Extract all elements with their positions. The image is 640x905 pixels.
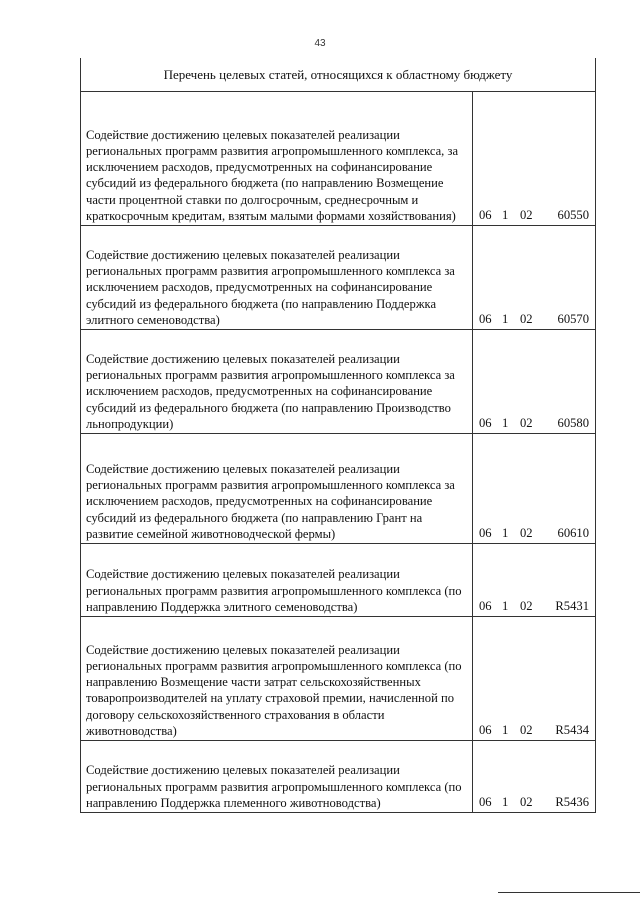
table-row — [80, 741, 596, 813]
row-code — [473, 226, 595, 329]
table-row — [80, 544, 596, 617]
code-subprogram: 1 — [502, 416, 509, 430]
row-description: Содействие достижению целевых показателей реализации региональных программ развития агропромышленного комплекса (по направлению Поддержка племенного животноводства) — [81, 741, 473, 812]
table-row — [80, 92, 596, 226]
code-main-event: 02 — [520, 208, 533, 222]
row-code — [473, 617, 595, 740]
code-program: 06 — [479, 723, 492, 737]
row-code — [473, 544, 595, 616]
code-direction: 60580 — [557, 416, 589, 430]
code-subprogram: 1 — [502, 723, 509, 737]
row-description: Содействие достижению целевых показателей реализации региональных программ развития агропромышленного комплекса за исключением расходов, предусмотренных на софинансирование субсидий из федерального бюджета (по направлению Грант на развитие семейной животноводческой фермы) — [81, 434, 473, 543]
code-main-event: 02 — [520, 312, 533, 326]
table-row — [80, 226, 596, 330]
code-direction: 60550 — [557, 208, 589, 222]
code-main-event: 02 — [520, 526, 533, 540]
code-direction: 60570 — [557, 312, 589, 326]
code-main-event: 02 — [520, 723, 533, 737]
code-program: 06 — [479, 208, 492, 222]
code-main-event: 02 — [520, 599, 533, 613]
row-code — [473, 330, 595, 433]
row-code — [473, 434, 595, 543]
footer-rule — [498, 892, 640, 893]
code-main-event: 02 — [520, 795, 533, 809]
code-subprogram: 1 — [502, 599, 509, 613]
table-row — [80, 434, 596, 544]
row-description: Содействие достижению целевых показателей реализации региональных программ развития агропромышленного комплекса за исключением расходов, предусмотренных на софинансирование субсидий из федерального бюджета (по направлению Производство льнопродукции) — [81, 330, 473, 433]
target-articles-table — [80, 58, 596, 813]
code-direction: R5431 — [555, 599, 589, 613]
code-program: 06 — [479, 526, 492, 540]
row-code — [473, 92, 595, 225]
code-subprogram: 1 — [502, 795, 509, 809]
table-row — [80, 330, 596, 434]
code-main-event: 02 — [520, 416, 533, 430]
code-direction: R5434 — [555, 723, 589, 737]
code-subprogram: 1 — [502, 312, 509, 326]
code-direction: 60610 — [557, 526, 589, 540]
code-program: 06 — [479, 795, 492, 809]
code-subprogram: 1 — [502, 526, 509, 540]
code-program: 06 — [479, 599, 492, 613]
row-description: Содействие достижению целевых показателей реализации региональных программ развития агропромышленного комплекса, за исключением расходов, предусмотренных на софинансирование субсидий из федерального бюджета (по направлению Возмещение части процентной ставки по долгосрочным, среднесрочным и краткосрочным кредитам, взятым малыми формами хозяйствования) — [81, 92, 473, 225]
table-header: Перечень целевых статей, относящихся к областному бюджету — [80, 58, 596, 92]
code-program: 06 — [479, 416, 492, 430]
code-program: 06 — [479, 312, 492, 326]
row-description: Содействие достижению целевых показателей реализации региональных программ развития агропромышленного комплекса (по направлению Поддержка элитного семеноводства) — [81, 544, 473, 616]
row-code — [473, 741, 595, 812]
row-description: Содействие достижению целевых показателей реализации региональных программ развития агропромышленного комплекса (по направлению Возмещение части затрат сельскохозяйственных товаропроизводителей на уплату страховой премии, начисленной по договору сельскохозяйственного страхования в области животноводства) — [81, 617, 473, 740]
row-description: Содействие достижению целевых показателей реализации региональных программ развития агропромышленного комплекса за исключением расходов, предусмотренных на софинансирование субсидий из федерального бюджета (по направлению Поддержка элитного семеноводства) — [81, 226, 473, 329]
page-number: 43 — [314, 38, 326, 49]
code-subprogram: 1 — [502, 208, 509, 222]
table-row — [80, 617, 596, 741]
code-direction: R5436 — [555, 795, 589, 809]
